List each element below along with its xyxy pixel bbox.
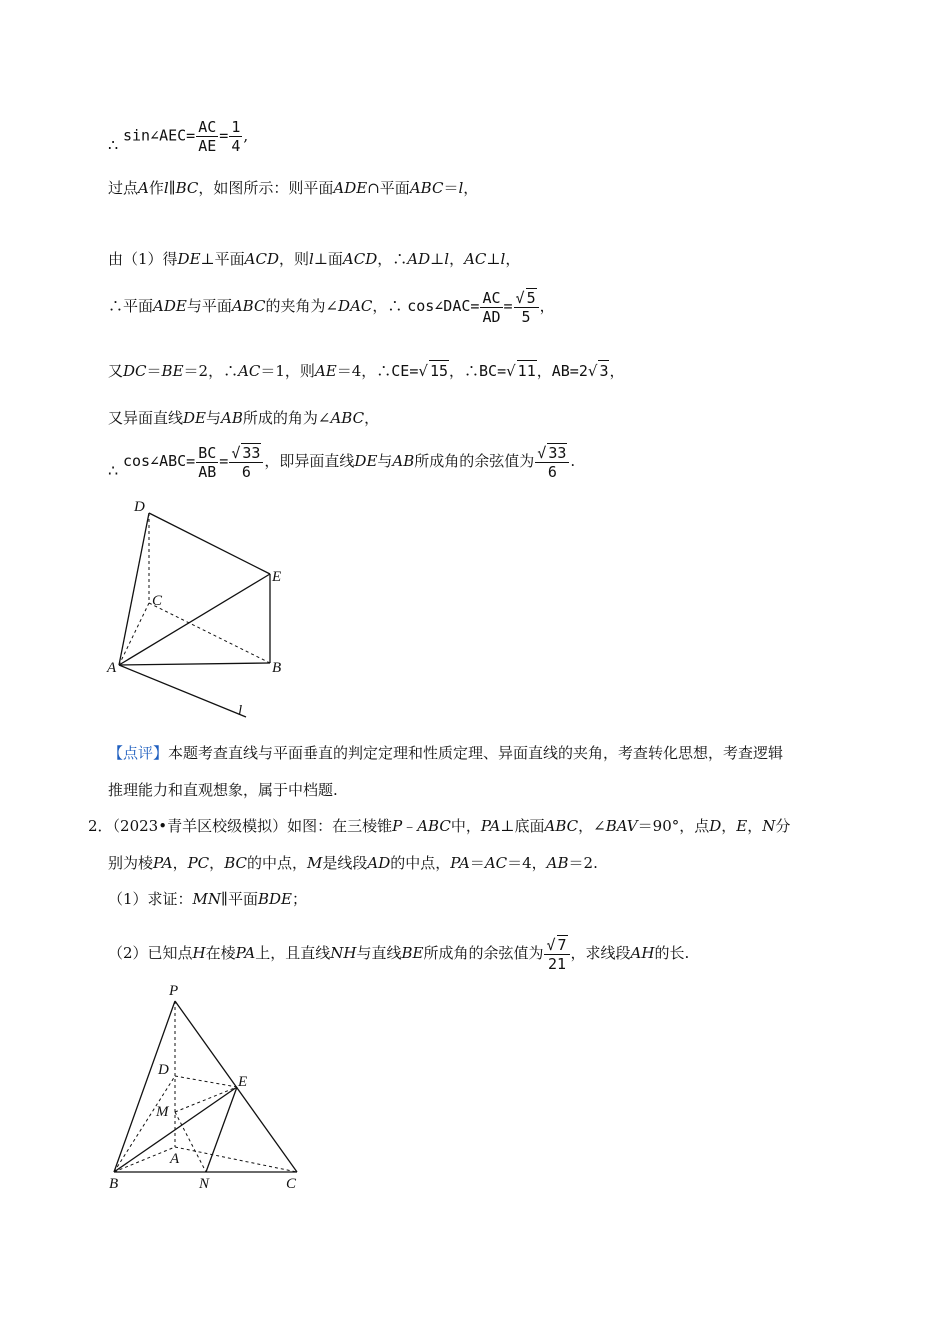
comment-line-1: 【点评】本题考查直线与平面垂直的判定定理和性质定理、异面直线的夹角，考查转化思想，考查逻辑 [108, 744, 784, 762]
label-d: D [158, 1062, 169, 1078]
label-d: D [134, 499, 145, 515]
figure-pyramid-2 [100, 975, 310, 1200]
edge-da [119, 513, 149, 665]
edge-ac [175, 1147, 297, 1172]
line-sin-aec: ∴ sin∠AEC= $\frac{AC}{AE}$ = $\frac{1}{4}$ , [108, 118, 249, 155]
label-p: P [169, 983, 179, 999]
fraction-1-4: $\frac{1}{4}$ [231, 118, 241, 155]
question-2-line-1: 2．（2023•青羊区校级模拟）如图：在三棱锥P﹣ABC中，PA⊥底面ABC，∠BAV＝90°，点D，E，N分 [88, 817, 791, 835]
edge-ab [119, 663, 270, 665]
line-dihedral-angle: ∴平面ADE与平面ABC的夹角为∠DAC，∴ cos∠DAC= $\frac{AC}{AD}$ = $\frac{√ 5}{5}$ ， [108, 288, 555, 326]
label-b: B [109, 1176, 119, 1192]
line-l [119, 665, 246, 717]
question-number: 2． [88, 817, 113, 835]
fraction-sqrt5-5: $\frac{√ 5}{5}$ [514, 288, 539, 326]
label-c: C [152, 593, 163, 609]
cos-dac-expression: cos∠DAC= [407, 297, 480, 315]
fraction-ac-ad: $\frac{AC}{AD}$ [482, 288, 501, 326]
part-2: （2）已知点H在棱PA上，且直线NH与直线BE所成角的余弦值为 $\frac{√ 7}{21}$ ，求线段AH的长. [108, 936, 690, 973]
fraction-ac-ae: $\frac{AC}{AE}$ [198, 118, 217, 155]
label-e: E [238, 1074, 248, 1090]
question-2-line-2: 别为棱PA，PC，BC的中点，M是线段AD的中点，PA＝AC＝4，AB＝2. [108, 854, 598, 872]
line-lengths: 又DC＝BE＝2，∴AC＝1，则AE＝4，∴CE=√ 15，∴BC=√ 11，AB=2√ 3， [108, 362, 625, 380]
segment-en [206, 1087, 237, 1172]
label-e: E [272, 569, 282, 585]
line-skew-angle: 又异面直线DE与AB所成的角为∠ABC， [108, 409, 380, 427]
label-l: l [238, 703, 243, 719]
label-c: C [286, 1176, 297, 1192]
fraction-sqrt33-6: $\frac{√ 33}{6}$ [229, 443, 263, 481]
label-a: A [107, 660, 117, 676]
label-n: N [199, 1176, 210, 1192]
label-b: B [272, 660, 282, 676]
therefore-symbol: ∴ [108, 135, 119, 155]
figure-pyramid-1 [100, 495, 280, 725]
line-cos-abc: ∴ cos∠ABC= $\frac{BC}{AB}$ = $\frac{√ 33}{6}$ ，即异面直线DE与AB所成角的余弦值为 $\frac{√ 33}{6}$ . [108, 443, 576, 481]
sin-expression: sin∠AEC= [122, 126, 196, 145]
fraction-bc-ab: $\frac{BC}{AB}$ [198, 443, 217, 481]
line-plane-intersection: 过点A作l∥BC，如图所示：则平面ADE∩平面ABC＝l， [108, 179, 479, 197]
edge-pb [114, 1001, 175, 1172]
fraction-sqrt7-21: $\frac{√ 7}{21}$ [544, 935, 569, 973]
fraction-answer: $\frac{√ 33}{6}$ [535, 443, 569, 481]
segment-de [175, 1076, 237, 1087]
comment-tag: 【点评】 [108, 744, 169, 762]
edge-de [149, 513, 270, 574]
part-1: （1）求证：MN∥平面BDE； [108, 890, 307, 908]
comment-line-2: 推理能力和直观想象，属于中档题. [108, 781, 338, 799]
line-perpendicular: 由（1）得DE⊥平面ACD，则l⊥面ACD，∴AD⊥l，AC⊥l， [108, 250, 521, 268]
segment-mn [175, 1112, 206, 1172]
edge-cb [149, 603, 270, 663]
label-a: A [170, 1151, 180, 1167]
segment-bd [114, 1076, 175, 1172]
label-m: M [156, 1104, 169, 1120]
